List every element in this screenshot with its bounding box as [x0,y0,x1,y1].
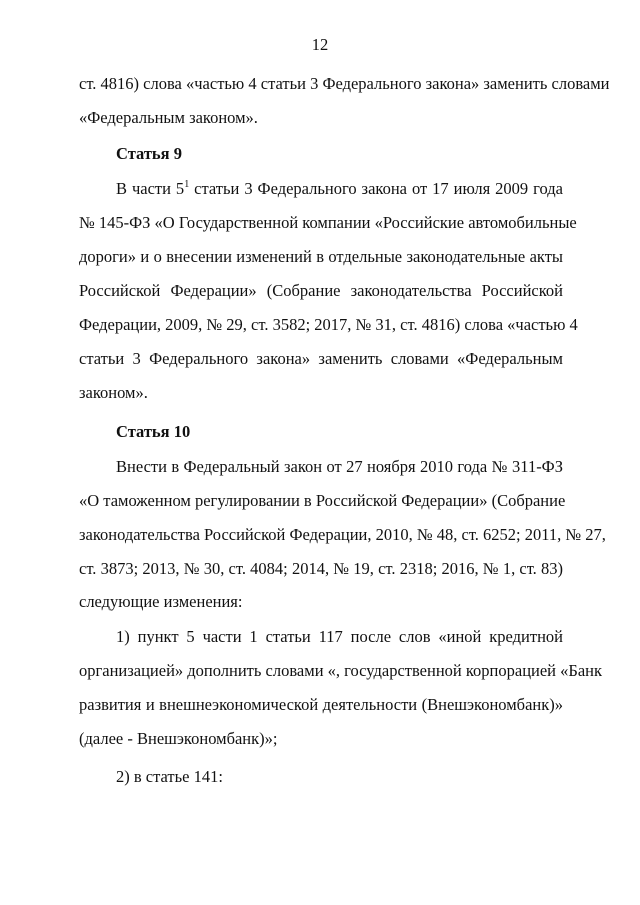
page-number: 12 [311,35,329,54]
article-heading: Статья 9 [116,144,182,163]
text-line: статьи 3 Федерального закона» заменить словами «Федеральным [79,349,563,368]
text-line [116,178,563,200]
text-line: дороги» и о внесении изменений в отдельные законодательные акты [79,247,563,266]
text-line: организацией» дополнить словами «, государственной корпорацией «Банк [79,661,603,680]
superscript: 1 [184,179,190,190]
text-line: законом». [79,383,148,402]
text-part: В части 5 [116,179,185,198]
text-line: ст. 3873; 2013, № 30, ст. 4084; 2014, № 19, ст. 2318; 2016, № 1, ст. 83) [79,559,563,578]
text-line: Федерации, 2009, № 29, ст. 3582; 2017, № 31, ст. 4816) слова «частью 4 [79,315,578,334]
text-line: следующие изменения: [79,592,243,611]
text-line: законодательства Российской Федерации, 2010, № 48, ст. 6252; 2011, № 27, [79,525,606,544]
text-line: Внести в Федеральный закон от 27 ноября 2010 года № 311-ФЗ [116,457,563,476]
text-line: развития и внешнеэкономической деятельности (Внешэкономбанк)» [79,695,563,714]
text-line: Российской Федерации» (Собрание законодательства Российской [79,281,563,300]
text-line: ст. 4816) слова «частью 4 статьи 3 Федерального закона» заменить словами [79,74,610,93]
article-heading: Статья 10 [116,422,191,441]
text-part: статьи 3 Федерального закона от 17 июля 2009 года [189,179,563,198]
text-line: 2) в статье 141: [116,767,223,786]
text-line: № 145-ФЗ «О Государственной компании «Российские автомобильные [79,213,577,232]
text-line: «О таможенном регулировании в Российской Федерации» (Собрание [79,491,566,510]
text-line: 1) пункт 5 части 1 статьи 117 после слов «иной кредитной [116,627,563,646]
text-line: «Федеральным законом». [79,108,258,127]
text-line: (далее - Внешэкономбанк)»; [79,729,278,748]
